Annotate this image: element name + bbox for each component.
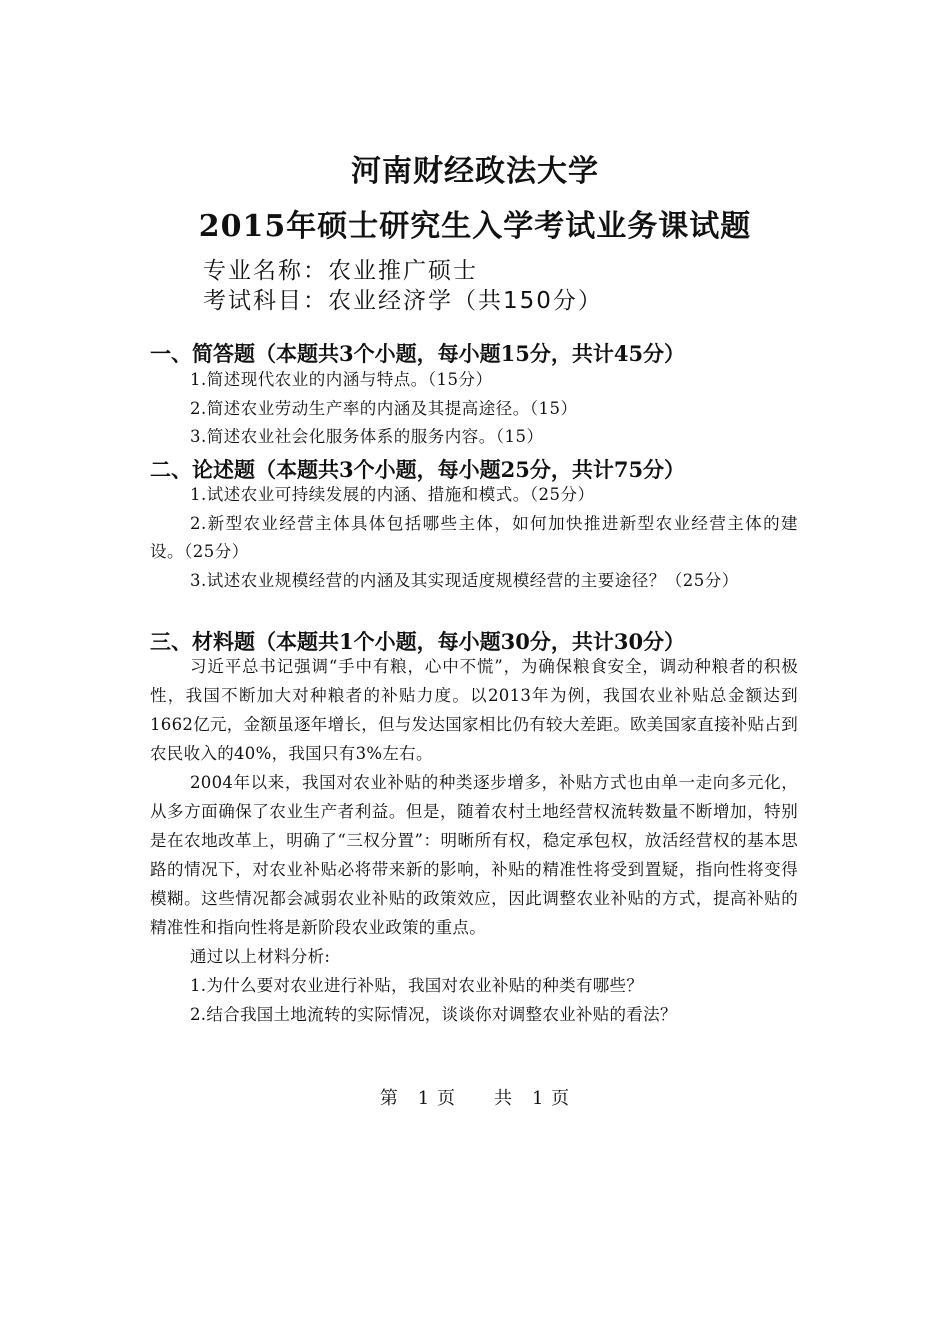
university-title: 河南财经政法大学 (351, 154, 599, 189)
section-2-questions (150, 481, 798, 595)
question-item: 2.新型农业经营主体具体包括哪些主体，如何加快推进新型农业经营主体的建设。（25分） (150, 513, 798, 561)
section-1-questions (150, 366, 798, 452)
question-item: 2.结合我国土地流转的实际情况，谈谈你对调整农业补贴的看法？ (190, 1005, 677, 1024)
exam-subject: 考试科目：农业经济学（共150分） (203, 288, 603, 314)
section-2-heading: 二、论述题（本题共3个小题，每小题25分，共计75分） (150, 457, 686, 482)
question-item: 3.试述农业规模经营的内涵及其实现适度规模经营的主要途径？（25分） (190, 570, 739, 590)
question-item: 1.简述现代农业的内涵与特点。（15分） (190, 370, 493, 389)
material-paragraph: 2004年以来，我国对农业补贴的种类逐步增多，补贴方式也由单一走向多元化，从多方面确保了农业生产者利益。但是，随着农村土地经营权流转数量不断增加，特别是在农地改革上，明确了“三权分置”：明晰所有权，稳定承包权，放活经营权的基本思路的情况下，对农业补贴必将带来新的影响，补贴的精准性将受到置疑，指向性将变得模糊。这些情况都会减弱农业补贴的政策效应，因此调整农业补贴的方式，提高补贴的精准性和指向性将是新阶段农业政策的重点。 (150, 773, 798, 937)
exam-title: 2015年硕士研究生入学考试业务课试题 (198, 209, 752, 244)
question-item: 3.简述农业社会化服务体系的服务内容。（15） (190, 427, 544, 446)
section-3-material (150, 652, 798, 1029)
question-item: 2.简述农业劳动生产率的内涵及其提高途径。（15） (190, 398, 578, 418)
material-paragraph: 习近平总书记强调“手中有粮，心中不慌”，为确保粮食安全，调动种粮者的积极性，我国不断加大对种粮者的补贴力度。以2013年为例，我国农业补贴总金额达到1662亿元，金额虽逐年增长，但与发达国家相比仍有较大差距。欧美国家直接补贴占到农民收入的40%，我国只有3%左右。 (150, 657, 798, 763)
page-number: 第 1 页 共 1 页 (379, 1088, 571, 1109)
question-item: 1.试述农业可持续发展的内涵、措施和模式。（25分） (190, 485, 595, 504)
section-3-heading: 三、材料题（本题共1个小题，每小题30分，共计30分） (150, 629, 686, 654)
section-1-heading: 一、简答题（本题共3个小题，每小题15分，共计45分） (150, 341, 686, 366)
material-paragraph: 通过以上材料分析: (190, 947, 331, 966)
major-name: 专业名称：农业推广硕士 (203, 258, 478, 284)
question-item: 1.为什么要对农业进行补贴，我国对农业补贴的种类有哪些？ (190, 976, 644, 995)
